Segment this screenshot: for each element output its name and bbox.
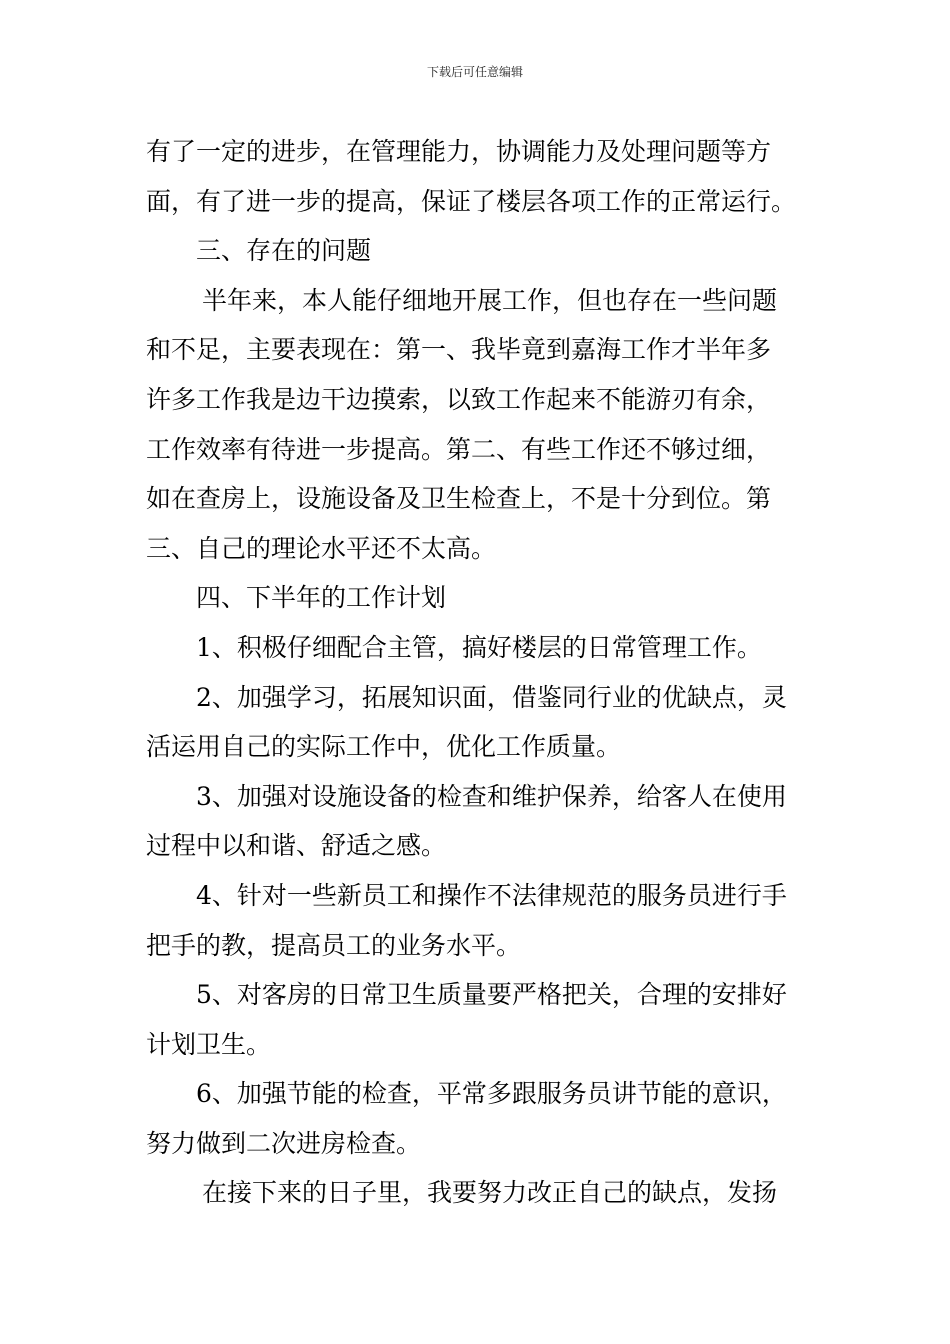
body-line: 许多工作我是边干边摸索，以致工作起来不能游刃有余， (146, 384, 772, 414)
list-item: 2、加强学习，拓展知识面，借鉴同行业的优缺点，灵 (196, 682, 787, 712)
body-line: 计划卫生。 (146, 1029, 272, 1059)
header-note: 下载后可任意编辑 (426, 65, 523, 79)
list-item: 5、对客房的日常卫生质量要严格把关，合理的安排好 (196, 980, 787, 1010)
body-line: 过程中以和谐、舒适之感。 (146, 831, 447, 861)
body-line: 有了一定的进步，在管理能力，协调能力及处理问题等方 (146, 137, 772, 166)
section-heading: 三、存在的问题 (196, 236, 372, 266)
body-line: 三、自己的理论水平还不太高。 (146, 533, 497, 563)
body-line: 把手的教，提高员工的业务水平。 (146, 930, 522, 960)
body-line: 在接下来的日子里，我要努力改正自己的缺点，发扬 (202, 1178, 778, 1208)
body-line: 活运用自己的实际工作中，优化工作质量。 (146, 732, 622, 762)
list-item: 1、积极仔细配合主管，搞好楼层的日常管理工作。 (196, 632, 762, 662)
document-body (146, 127, 811, 1218)
list-item: 3、加强对设施设备的检查和维护保养，给客人在使用 (196, 781, 787, 811)
body-line: 努力做到二次进房检查。 (146, 1128, 422, 1158)
body-line: 工作效率有待进一步提高。第二、有些工作还不够过细， (146, 434, 772, 464)
body-line: 如在查房上，设施设备及卫生检查上，不是十分到位。第 (146, 484, 772, 514)
body-line: 面，有了进一步的提高，保证了楼层各项工作的正常运行。 (146, 186, 797, 216)
section-heading: 四、下半年的工作计划 (196, 583, 447, 613)
body-line: 和不足，主要表现在：第一、我毕竟到嘉海工作才半年多 (146, 335, 772, 365)
list-item: 6、加强节能的检查，平常多跟服务员讲节能的意识， (196, 1079, 787, 1109)
list-item: 4、针对一些新员工和操作不法律规范的服务员进行手 (196, 880, 787, 910)
body-line: 半年来，本人能仔细地开展工作，但也存在一些问题 (202, 285, 778, 315)
